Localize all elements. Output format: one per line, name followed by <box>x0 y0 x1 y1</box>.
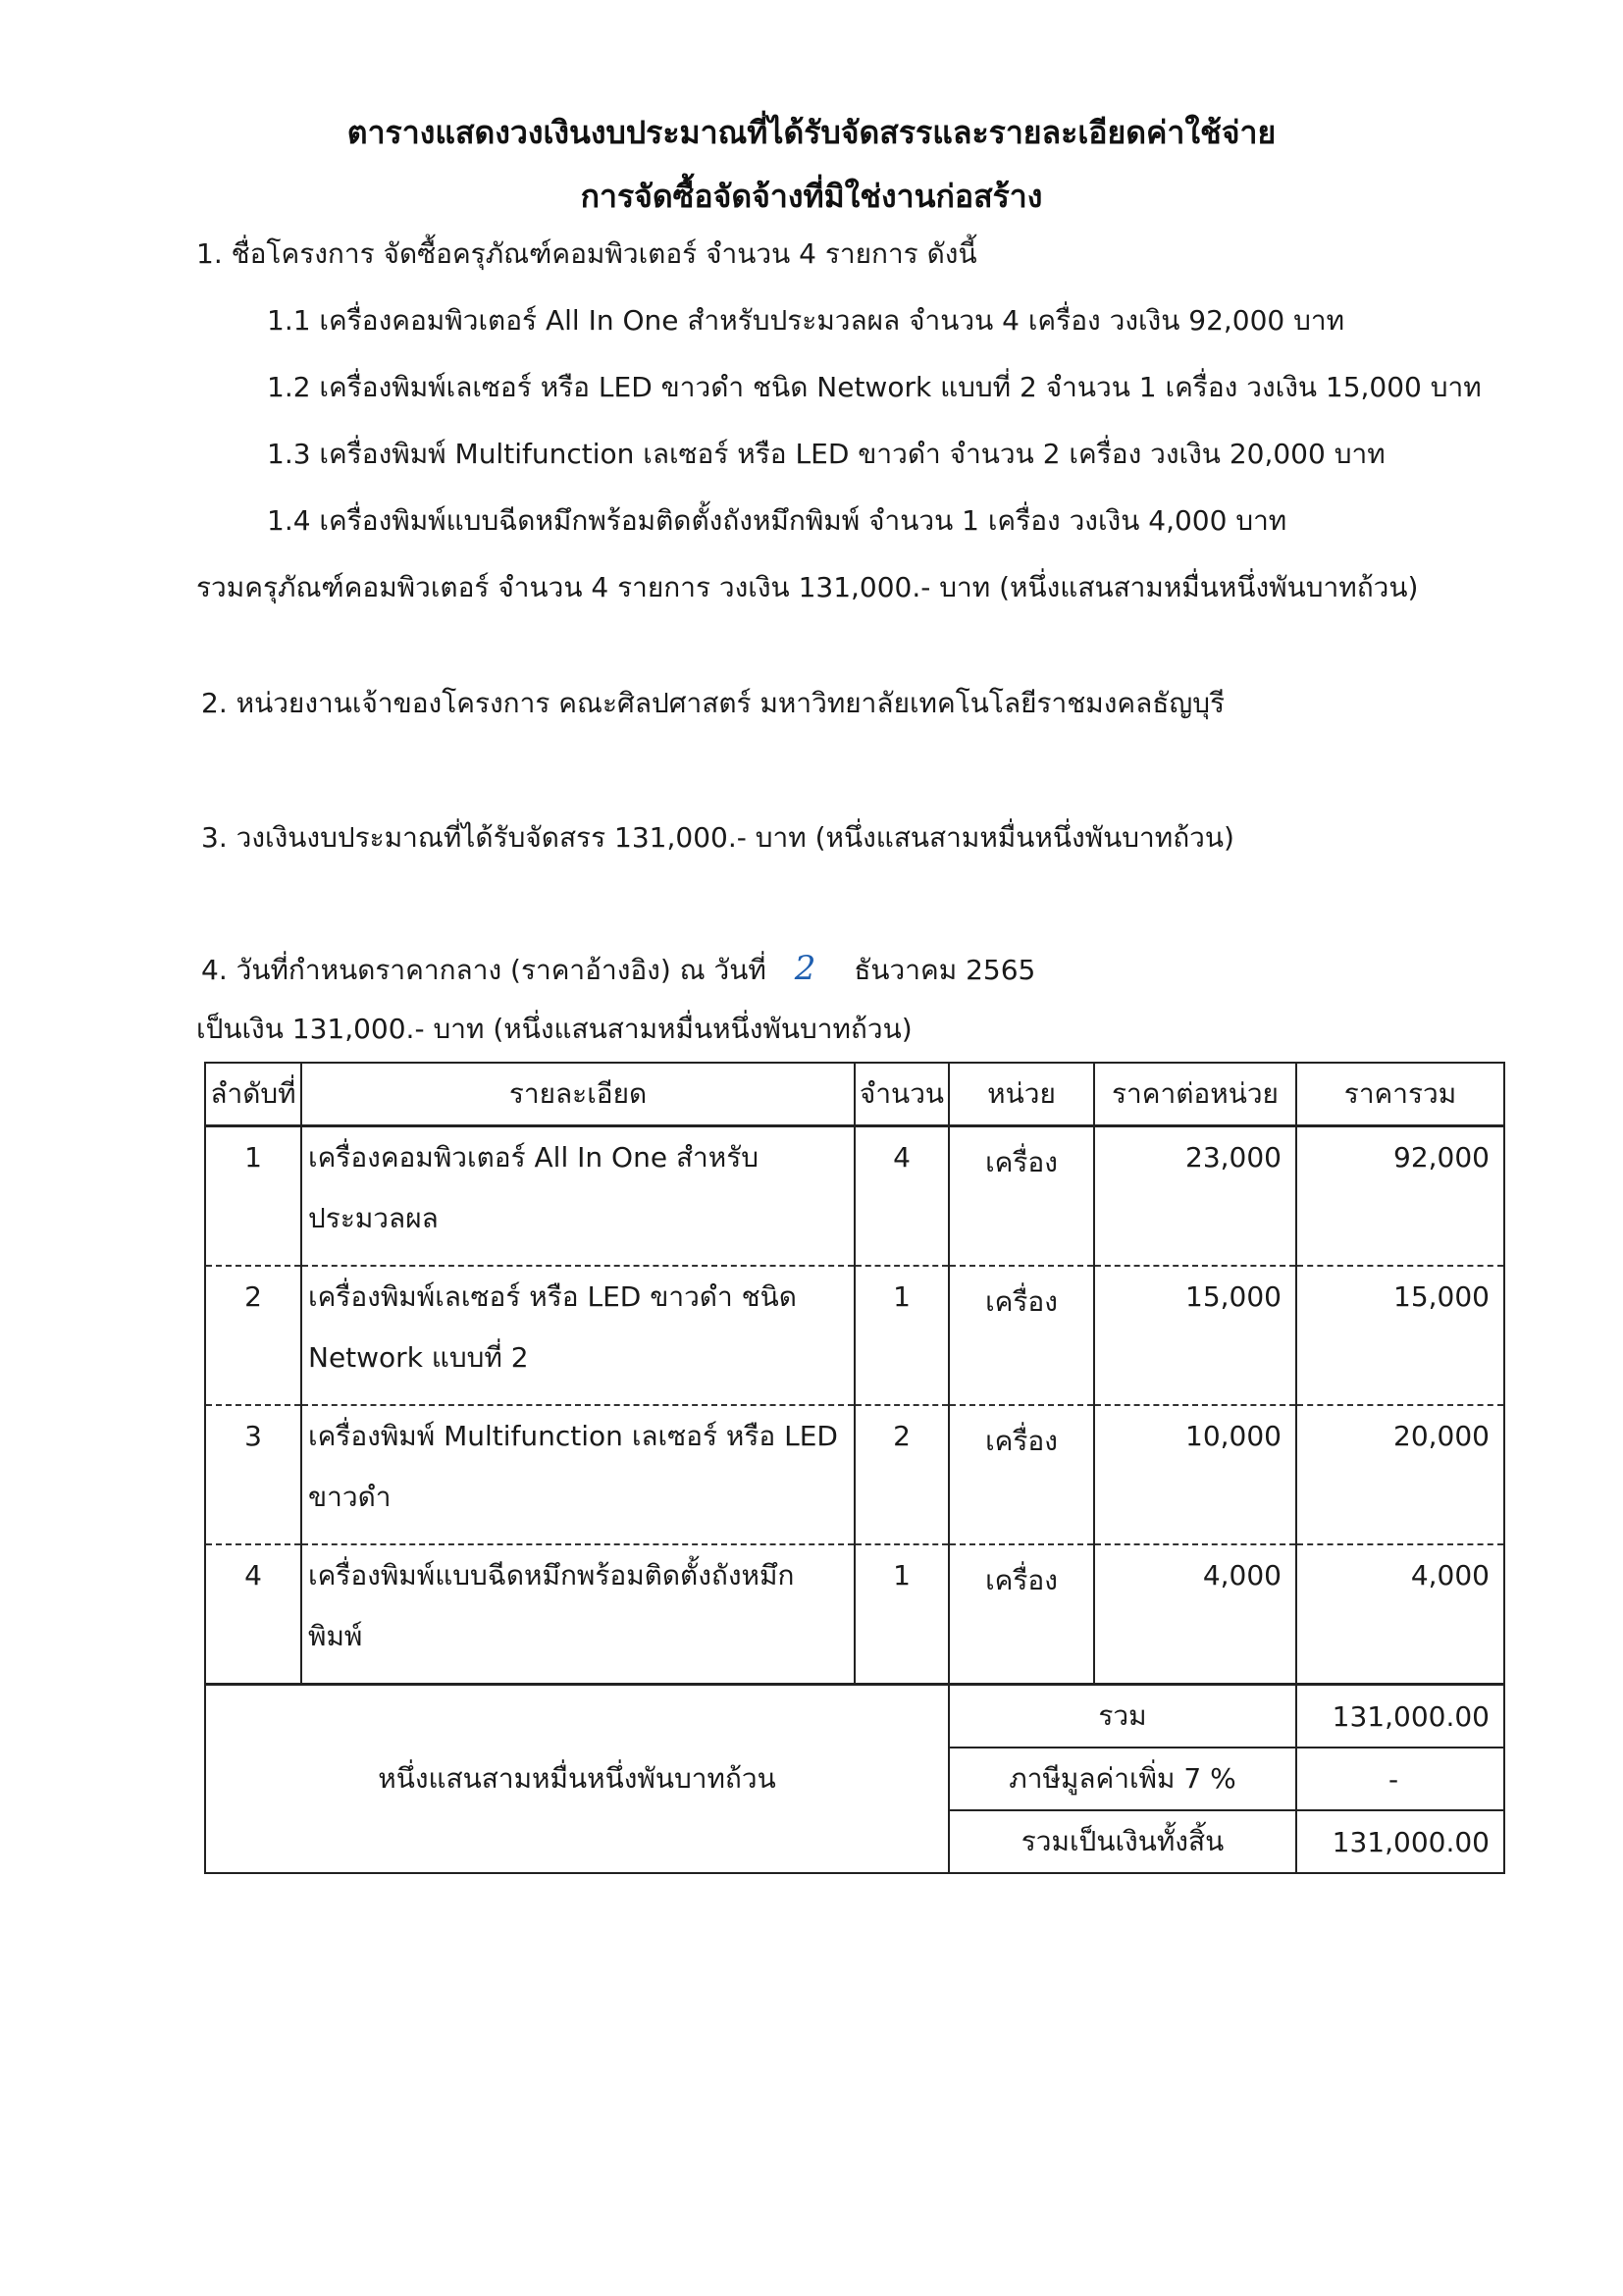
row-detail-line-2: พิมพ์ <box>308 1620 363 1652</box>
table-row <box>205 1126 1504 1267</box>
row-detail-line-2: ประมวลผล <box>308 1202 439 1234</box>
row-qty: 1 <box>855 1544 949 1685</box>
col-header-qty: จำนวน <box>855 1063 949 1126</box>
row-unit: เครื่อง <box>949 1544 1094 1685</box>
vat-value: - <box>1296 1748 1504 1810</box>
grand-total-label: รวมเป็นเงินทั้งสิ้น <box>949 1810 1296 1873</box>
row-unit: เครื่อง <box>949 1266 1094 1405</box>
row-total: 20,000 <box>1296 1405 1504 1544</box>
col-header-unit: หน่วย <box>949 1063 1094 1126</box>
section-1-item-1: 1.1 เครื่องคอมพิวเตอร์ All In One สำหรับประมวลผล จำนวน 4 เครื่อง วงเงิน 92,000 บาท <box>267 304 1345 337</box>
row-no: 2 <box>205 1266 301 1405</box>
row-total: 92,000 <box>1296 1126 1504 1267</box>
section-4-amount: เป็นเงิน 131,000.- บาท (หนึ่งแสนสามหมื่นหนึ่งพันบาทถ้วน) <box>196 1013 913 1045</box>
section-1-item-2: 1.2 เครื่องพิมพ์เลเซอร์ หรือ LED ขาวดำ ชนิด Network แบบที่ 2 จำนวน 1 เครื่อง วงเงิน 15,000 บาท <box>267 371 1482 403</box>
row-detail-line-1: เครื่องคอมพิวเตอร์ All In One สำหรับ <box>308 1141 759 1174</box>
reference-date-day: 2 <box>794 949 816 988</box>
col-header-total: ราคารวม <box>1296 1063 1504 1126</box>
row-qty: 2 <box>855 1405 949 1544</box>
reference-date-prefix: 4. วันที่กำหนดราคากลาง (ราคาอ้างอิง) ณ วันที่ <box>201 954 766 986</box>
row-unit-price: 23,000 <box>1094 1126 1296 1267</box>
col-header-detail: รายละเอียด <box>301 1063 855 1126</box>
section-3-budget: 3. วงเงินงบประมาณที่ได้รับจัดสรร 131,000.- บาท (หนึ่งแสนสามหมื่นหนึ่งพันบาทถ้วน) <box>201 821 1234 854</box>
section-2-owner: 2. หน่วยงานเจ้าของโครงการ คณะศิลปศาสตร์ มหาวิทยาลัยเทคโนโลยีราชมงคลธัญบุรี <box>201 687 1226 719</box>
row-detail <box>301 1266 855 1405</box>
col-header-unit-price: ราคาต่อหน่วย <box>1094 1063 1296 1126</box>
table-row <box>205 1405 1504 1544</box>
subtotal-value: 131,000.00 <box>1296 1685 1504 1748</box>
row-no: 1 <box>205 1126 301 1267</box>
row-unit-price: 15,000 <box>1094 1266 1296 1405</box>
row-no: 3 <box>205 1405 301 1544</box>
row-detail-line-1: เครื่องพิมพ์แบบฉีดหมึกพร้อมติดตั้งถังหมึก <box>308 1559 795 1592</box>
row-unit: เครื่อง <box>949 1126 1094 1267</box>
section-1-item-3: 1.3 เครื่องพิมพ์ Multifunction เลเซอร์ หรือ LED ขาวดำ จำนวน 2 เครื่อง วงเงิน 20,000 บาท <box>267 438 1386 470</box>
section-4-reference-date <box>201 949 1035 992</box>
row-unit-price: 4,000 <box>1094 1544 1296 1685</box>
row-detail <box>301 1126 855 1267</box>
row-detail-line-1: เครื่องพิมพ์เลเซอร์ หรือ LED ขาวดำ ชนิด <box>308 1280 797 1313</box>
row-detail-line-2: ขาวดำ <box>308 1481 392 1513</box>
subtotal-row <box>205 1685 1504 1748</box>
section-1-summary: รวมครุภัณฑ์คอมพิวเตอร์ จำนวน 4 รายการ วงเงิน 131,000.- บาท (หนึ่งแสนสามหมื่นหนึ่งพันบาทถ้วน) <box>196 571 1419 603</box>
reference-date-month-year: ธันวาคม 2565 <box>854 954 1036 986</box>
row-detail <box>301 1544 855 1685</box>
col-header-no: ลำดับที่ <box>205 1063 301 1126</box>
row-unit-price: 10,000 <box>1094 1405 1296 1544</box>
row-total: 15,000 <box>1296 1266 1504 1405</box>
grand-total-value: 131,000.00 <box>1296 1810 1504 1873</box>
section-1-heading: 1. ชื่อโครงการ จัดซื้อครุภัณฑ์คอมพิวเตอร์ จำนวน 4 รายการ ดังนี้ <box>196 237 977 270</box>
row-qty: 1 <box>855 1266 949 1405</box>
row-no: 4 <box>205 1544 301 1685</box>
table-header-row <box>205 1063 1504 1126</box>
price-table <box>204 1062 1505 1874</box>
row-total: 4,000 <box>1296 1544 1504 1685</box>
table-row <box>205 1544 1504 1685</box>
row-qty: 4 <box>855 1126 949 1267</box>
row-detail-line-2: Network แบบที่ 2 <box>308 1341 529 1374</box>
section-1-item-4: 1.4 เครื่องพิมพ์แบบฉีดหมึกพร้อมติดตั้งถังหมึกพิมพ์ จำนวน 1 เครื่อง วงเงิน 4,000 บาท <box>267 504 1287 537</box>
row-detail <box>301 1405 855 1544</box>
table-row <box>205 1266 1504 1405</box>
subtotal-label: รวม <box>949 1685 1296 1748</box>
amount-in-words: หนึ่งแสนสามหมื่นหนึ่งพันบาทถ้วน <box>205 1685 949 1874</box>
page-title-line-2: การจัดซื้อจัดจ้างที่มิใช่งานก่อสร้าง <box>580 178 1043 215</box>
row-detail-line-1: เครื่องพิมพ์ Multifunction เลเซอร์ หรือ LED <box>308 1420 838 1452</box>
row-unit: เครื่อง <box>949 1405 1094 1544</box>
vat-label: ภาษีมูลค่าเพิ่ม 7 % <box>949 1748 1296 1810</box>
page-title-line-1: ตารางแสดงวงเงินงบประมาณที่ได้รับจัดสรรและรายละเอียดค่าใช้จ่าย <box>346 114 1277 151</box>
